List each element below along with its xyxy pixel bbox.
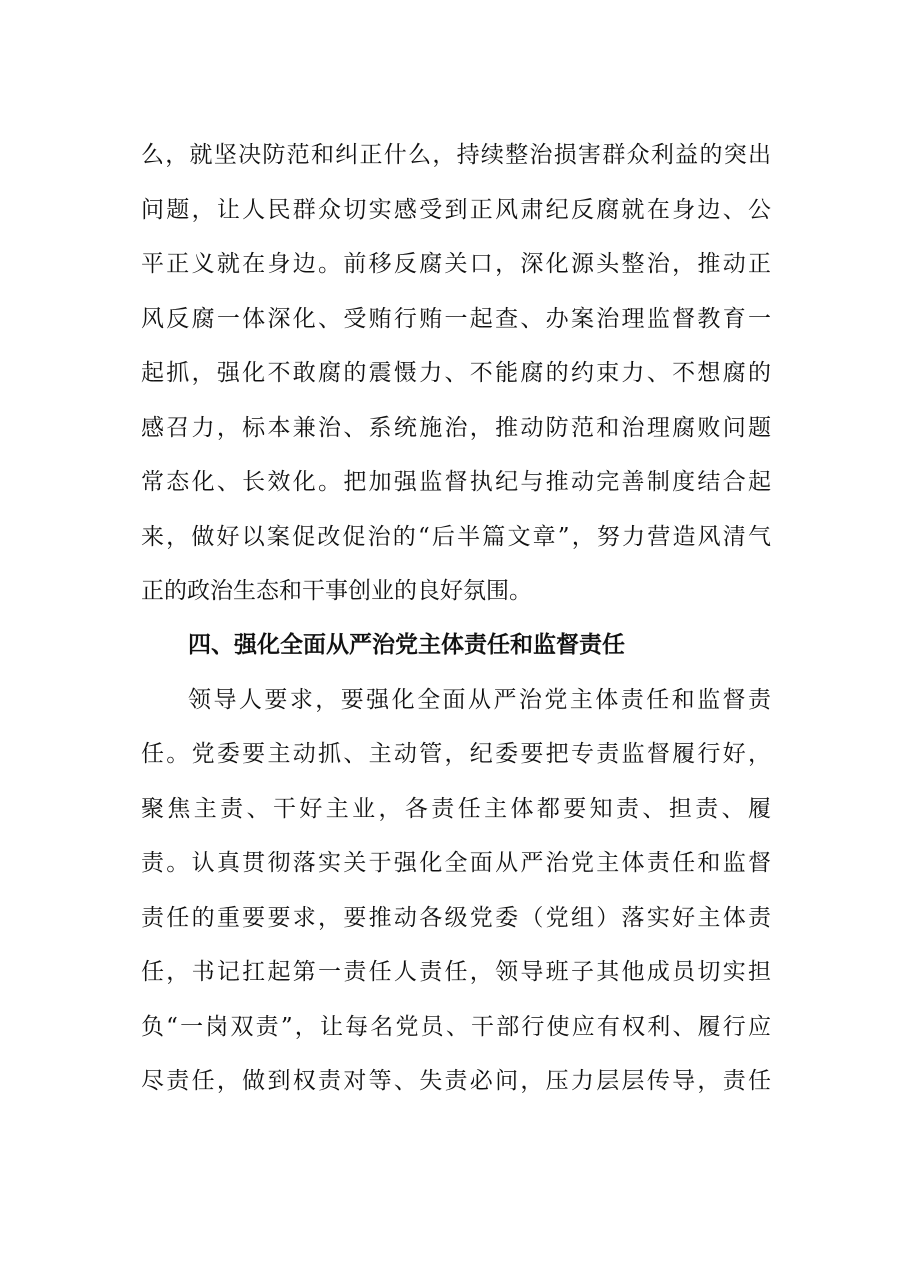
paragraph-line: 起抓，强化不敢腐的震慑力、不能腐的约束力、不想腐的	[141, 360, 771, 386]
paragraph-line: 平正义就在身边。前移反腐关口，深化源头整治，推动正	[141, 251, 771, 277]
paragraph-line: 感召力，标本兼治、系统施治，推动防范和治理腐败问题	[141, 415, 771, 441]
paragraph-line: 么，就坚决防范和纠正什么，持续整治损害群众利益的突出	[141, 142, 771, 168]
paragraph-line: 聚焦主责、干好主业，各责任主体都要知责、担责、履	[141, 796, 771, 822]
paragraph-line: 来，做好以案促改促治的“后半篇文章”，努力营造风清气	[141, 524, 771, 550]
paragraph-line: 领导人要求，要强化全面从严治党主体责任和监督责	[188, 687, 771, 713]
paragraph-line: 责任的重要要求，要推动各级党委（党组）落实好主体责	[141, 905, 771, 931]
paragraph-line: 风反腐一体深化、受贿行贿一起查、办案治理监督教育一	[141, 306, 771, 332]
paragraph-line: 负“一岗双责”，让每名党员、干部行使应有权利、履行应	[141, 1014, 771, 1040]
paragraph-line: 任，书记扛起第一责任人责任，领导班子其他成员切实担	[141, 959, 771, 985]
paragraph-line: 责。认真贯彻落实关于强化全面从严治党主体责任和监督	[141, 850, 771, 876]
paragraph-line: 任。党委要主动抓、主动管，纪委要把专责监督履行好，	[141, 741, 771, 767]
paragraph-line: 正的政治生态和干事创业的良好氛围。	[141, 578, 532, 604]
section-heading: 四、强化全面从严治党主体责任和监督责任	[188, 632, 625, 658]
paragraph-line: 尽责任，做到权责对等、失责必问，压力层层传导，责任	[141, 1068, 771, 1094]
paragraph-line: 问题，让人民群众切实感受到正风肃纪反腐就在身边、公	[141, 197, 771, 223]
paragraph-line: 常态化、长效化。把加强监督执纪与推动完善制度结合起	[141, 469, 771, 495]
